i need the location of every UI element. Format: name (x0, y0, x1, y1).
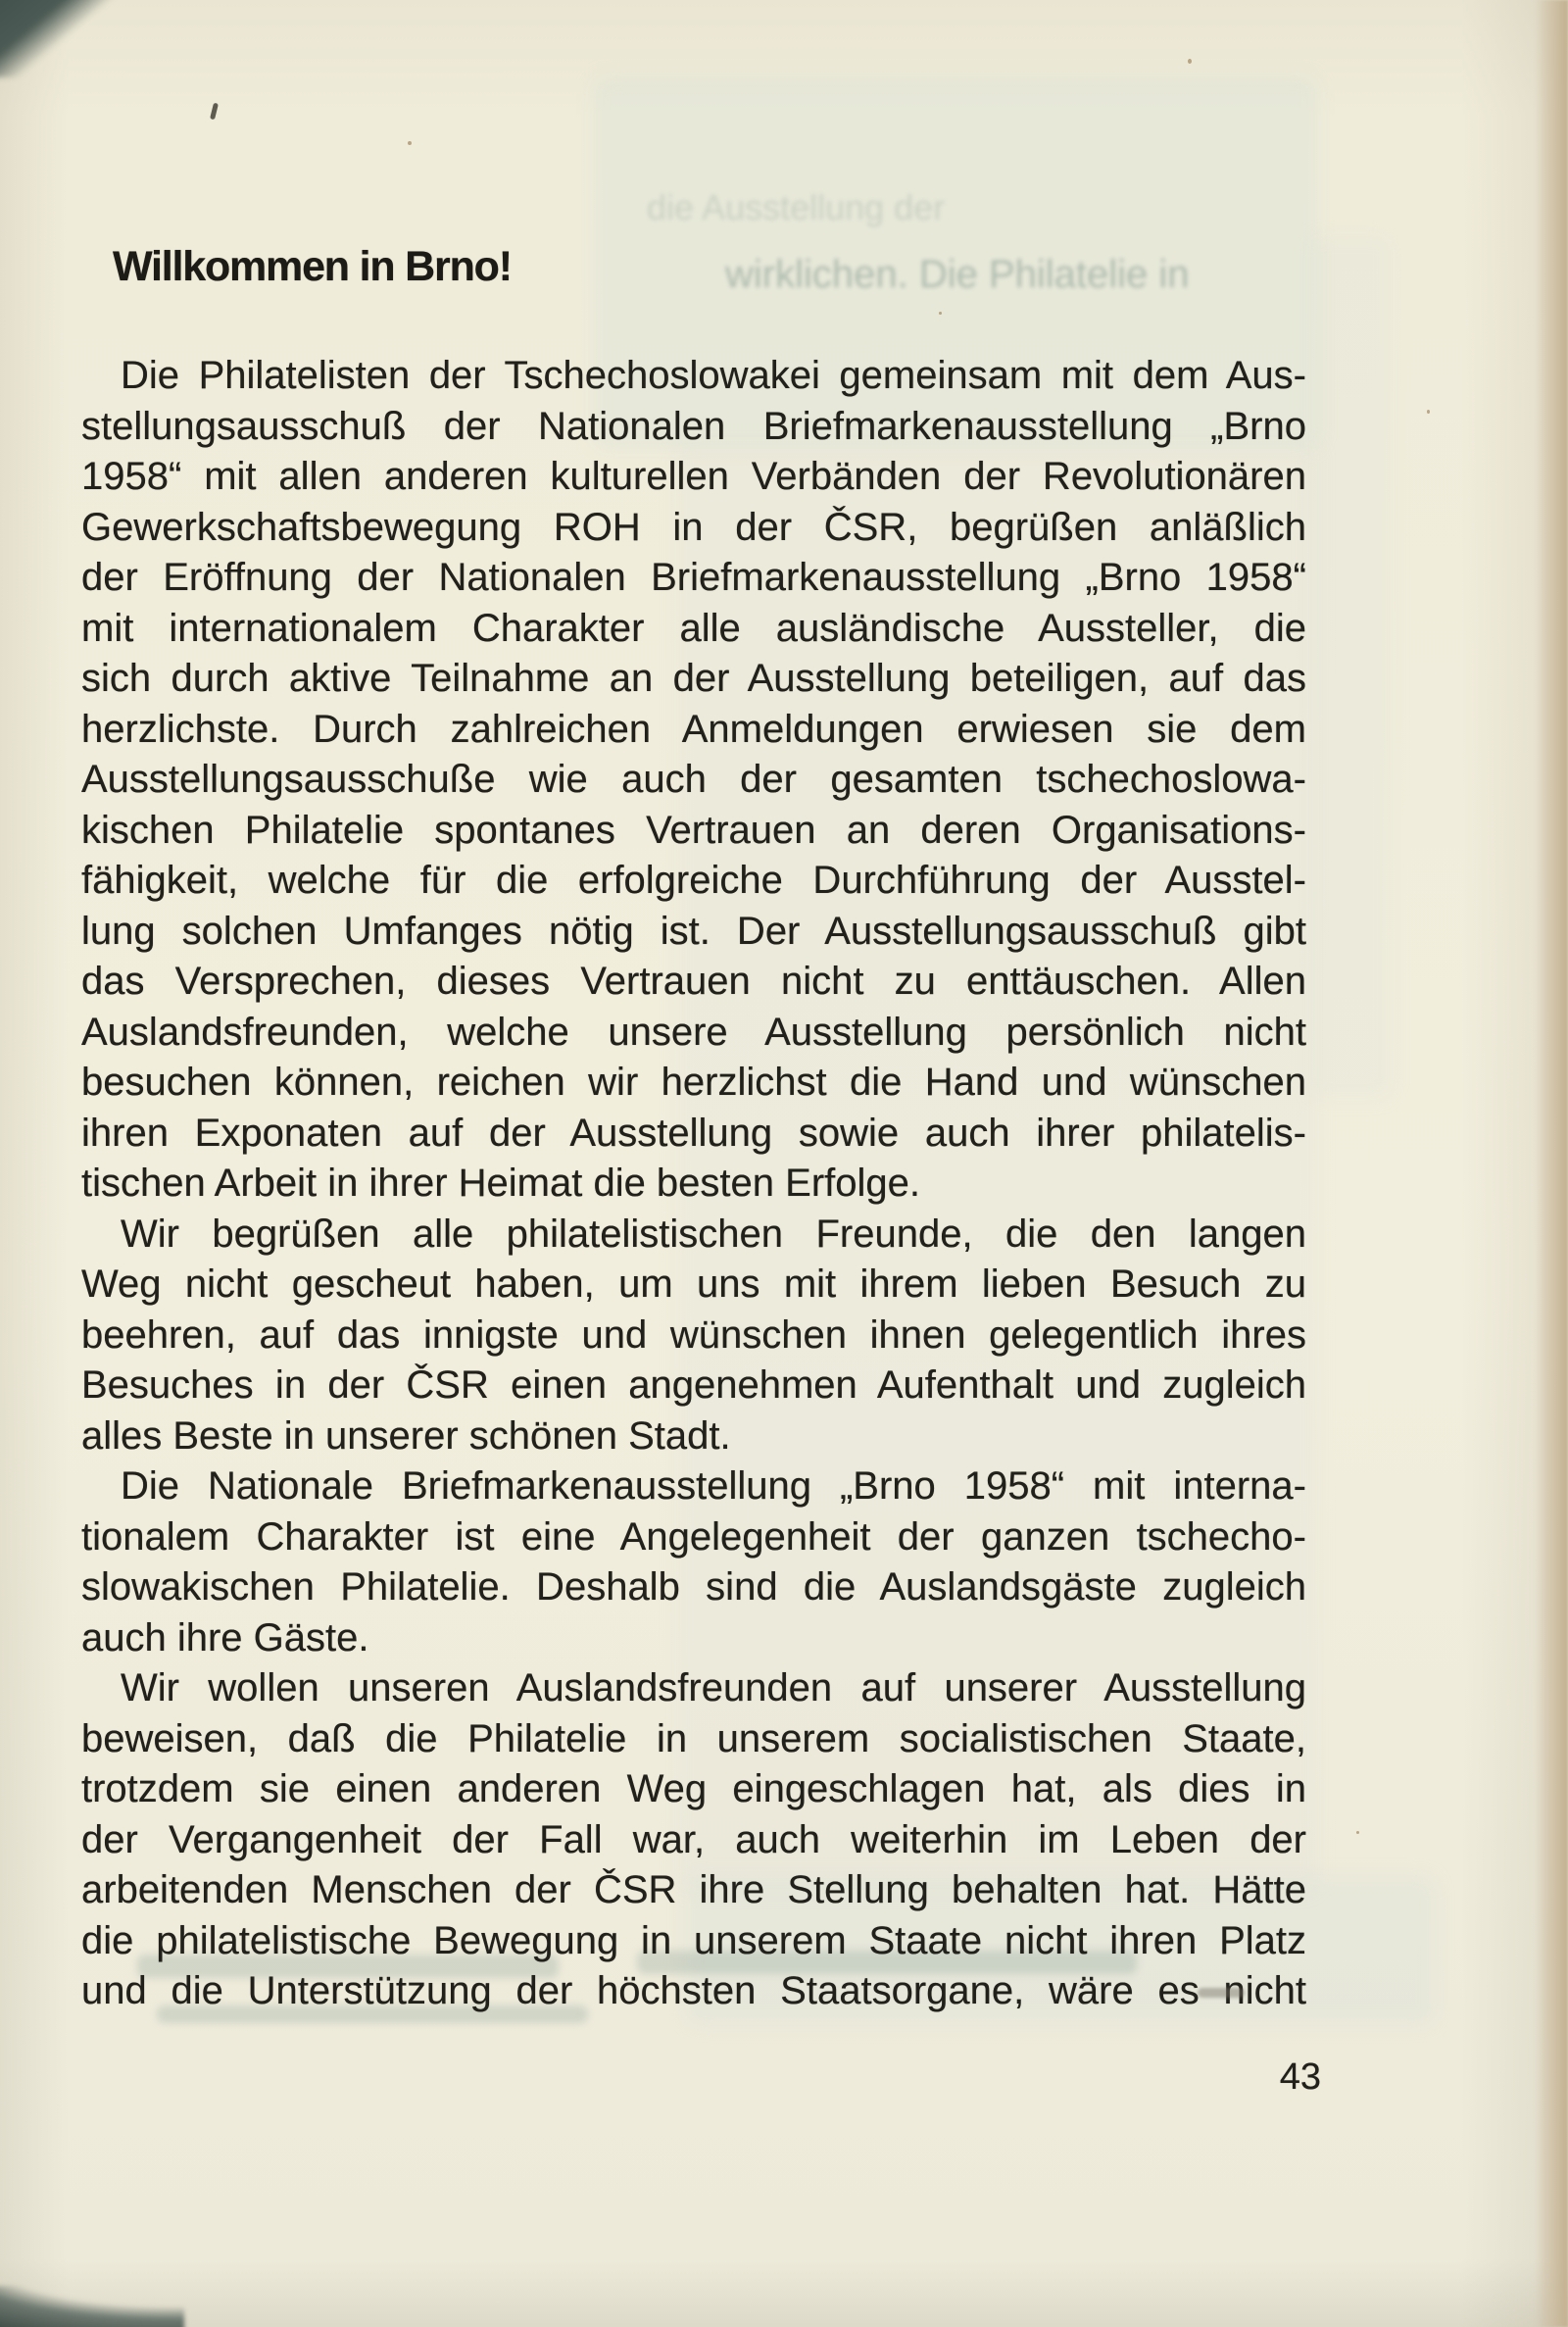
text-line: stellungsausschuß der Nationalen Briefmarkenausstellung „Brno (81, 404, 1306, 448)
pencil-smudge (1198, 1988, 1245, 1998)
text-line: kischen Philatelie spontanes Vertrauen an deren Organisations- (81, 808, 1306, 852)
show-through-strip-right (1309, 235, 1392, 1098)
text-line: Ausstellungsausschuße wie auch der gesamten tschechoslowa- (81, 758, 1306, 801)
text-line: lung solchen Umfanges nötig ist. Der Ausstellungsausschuß gibt (81, 909, 1306, 953)
text-line: auch ihre Gäste. (81, 1615, 369, 1659)
text-line: Auslandsfreunden, welche unsere Ausstellung persönlich nicht (81, 1010, 1306, 1054)
scan-corner-bottom-left (0, 2286, 184, 2327)
text-line: Die Philatelisten der Tschechoslowakei gemeinsam mit dem Aus- (121, 354, 1306, 397)
paper-speck (1427, 410, 1430, 414)
text-line: Weg nicht gescheut haben, um uns mit ihrem lieben Besuch zu (81, 1263, 1306, 1306)
text-line: Die Nationale Briefmarkenausstellung „Brno 1958“ mit interna- (121, 1464, 1306, 1508)
text-line: tionalem Charakter ist eine Angelegenheit der ganzen tschecho- (81, 1514, 1306, 1559)
page-edge-right (1535, 0, 1568, 2327)
paragraph (81, 1663, 1306, 2017)
paper-speck (1356, 1831, 1359, 1834)
page-heading: Willkommen in Brno! (113, 242, 512, 290)
text-line: slowakischen Philatelie. Deshalb sind die Auslandsgäste zugleich (81, 1565, 1306, 1609)
text-line: und die Unterstützung der höchsten Staatsorgane, wäre es nicht (81, 1969, 1306, 2012)
text-line: trotzdem sie einen anderen Weg eingeschlagen hat, als dies in (81, 1767, 1306, 1810)
paper-speck (939, 312, 942, 315)
scan-corner-top-left (0, 0, 117, 77)
paragraph (81, 1461, 1306, 1663)
text-line: fähigkeit, welche für die erfolgreiche Durchführung der Ausstel- (81, 859, 1306, 902)
text-line: die philatelistische Bewegung in unserem Staate nicht ihren Platz (81, 1918, 1306, 1962)
text-line: mit internationalem Charakter alle ausländische Aussteller, die (81, 606, 1306, 650)
show-through-text-fragment: die Ausstellung der (647, 187, 946, 227)
text-line: Besuches in der ČSR einen angenehmen Aufenthalt und zugleich (81, 1363, 1306, 1407)
ink-speck (210, 103, 219, 121)
text-line: der Vergangenheit der Fall war, auch weiterhin im Leben der (81, 1817, 1306, 1861)
text-line: der Eröffnung der Nationalen Briefmarkenausstellung „Brno 1958“ (81, 556, 1306, 599)
text-line: beehren, auf das innigste und wünschen ihnen gelegentlich ihres (81, 1312, 1306, 1357)
text-line: besuchen können, reichen wir herzlichst die Hand und wünschen (81, 1061, 1306, 1104)
text-line: Wir wollen unseren Auslandsfreunden auf unserer Ausstellung (121, 1666, 1306, 1709)
text-block (81, 351, 1306, 2017)
text-line: arbeitenden Menschen der ČSR ihre Stellung behalten hat. Hätte (81, 1868, 1306, 1911)
paper-speck (408, 141, 412, 145)
paragraph (81, 351, 1306, 1210)
text-line: alles Beste in unserer schönen Stadt. (81, 1413, 731, 1458)
text-line: beweisen, daß die Philatelie in unserem socialistischen Staate, (81, 1716, 1306, 1760)
text-line: 1958“ mit allen anderen kulturellen Verbänden der Revolutionären (81, 455, 1306, 498)
text-line: Gewerkschaftsbewegung ROH in der ČSR, begrüßen anläßlich (81, 505, 1306, 549)
text-line: Wir begrüßen alle philatelistischen Freunde, die den langen (121, 1212, 1306, 1256)
text-line: sich durch aktive Teilnahme an der Ausstellung beteiligen, auf das (81, 657, 1306, 700)
paper-speck (1188, 59, 1192, 64)
text-line: ihren Exponaten auf der Ausstellung sowie auch ihrer philatelis- (81, 1111, 1306, 1155)
text-line: herzlichste. Durch zahlreichen Anmeldungen erwiesen sie dem (81, 707, 1306, 751)
paragraph (81, 1210, 1306, 1462)
show-through-text-fragment: wirklichen. Die Philatelie in (725, 253, 1190, 296)
text-line: tischen Arbeit in ihrer Heimat die besten Erfolge. (81, 1162, 920, 1205)
page-number: 43 (1279, 2056, 1321, 2098)
text-line: das Versprechen, dieses Vertrauen nicht zu enttäuschen. Allen (81, 960, 1306, 1003)
